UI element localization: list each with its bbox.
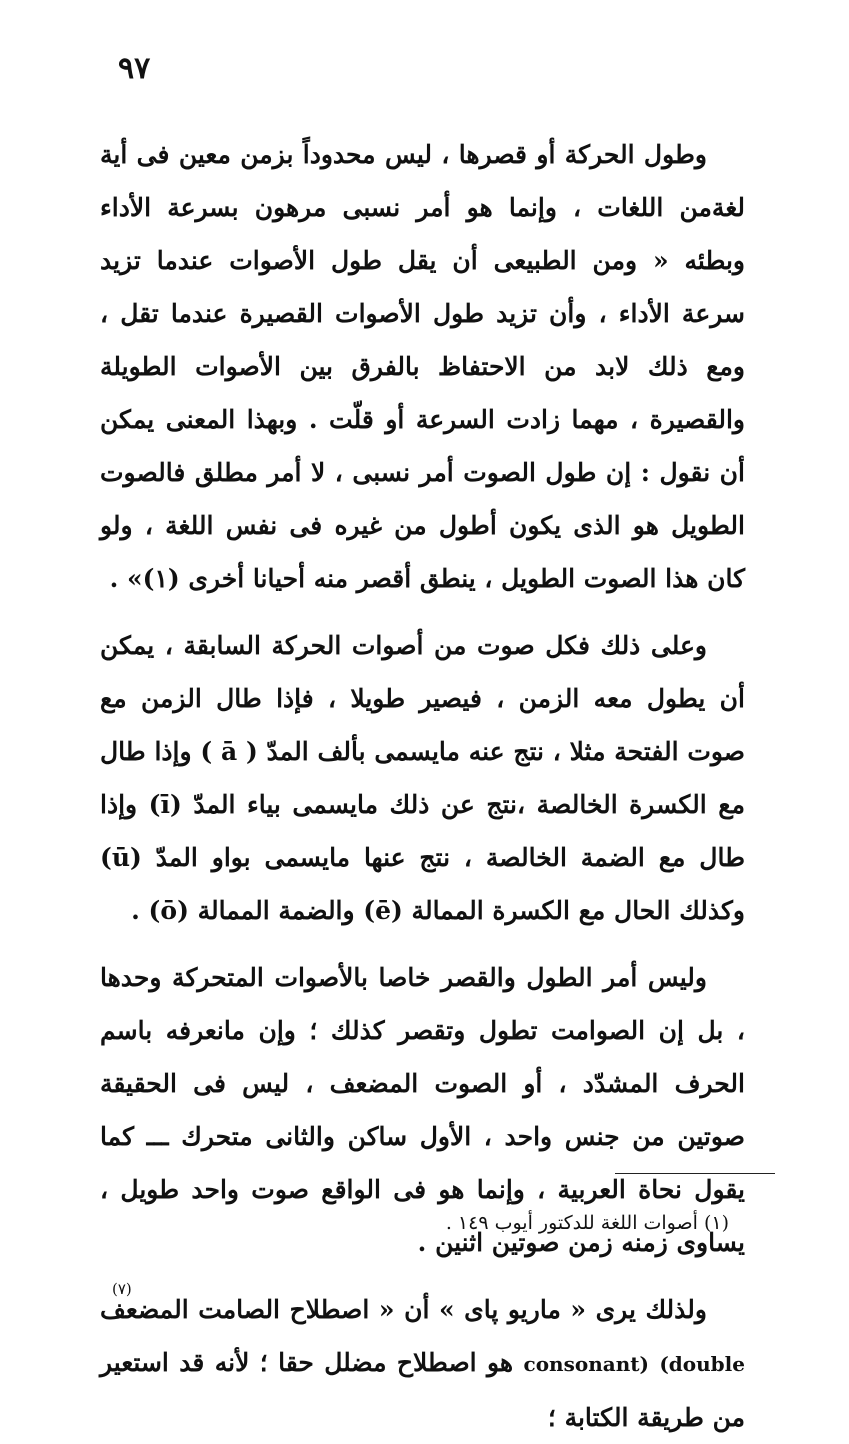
footnote: (١) أصوات اللغة للدكتور أيوب ١٤٩ . [445,1212,729,1234]
latin-term-consonant: consonant) [523,1352,649,1376]
signature-mark: (٧) [112,1280,132,1298]
paragraph-3: وليس أمر الطول والقصر خاصا بالأصوات المتحركة وحدها ، بل إن الصوامت تطول وتقصر كذلك ؛ وإن مانعرفه باسم الحرف المشدّد ، أو الصوت المضعف ، ليس فى الحقيقة صوتين من جنس واحد ، الأول ساكن والثانى متحرك ـــ كما يقول نحاة العربية ، وإنما هو فى الواقع صوت واحد طويل ، يساوى زمنه زمن صوتين اثنين . [100,963,745,1257]
footnote-divider [615,1173,775,1174]
paragraph-4-part-1: ولذلك يرى « ماريو پاى » أن « اصطلاح الصامت المضعف [100,1295,707,1324]
page-number: ٩٧ [118,51,151,86]
latin-term-double: (double [659,1352,745,1376]
paragraph-4 [100,1280,745,1444]
paragraph-2: وعلى ذلك فكل صوت من أصوات الحركة السابقة ، يمكن أن يطول معه الزمن ، فيصير طويلا ، فإذا طال الزمن مع صوت الفتحة مثلا ، نتج عنه مايسمى بألف المدّ ( ā ) وإذا طال مع الكسرة الخالصة ،نتج عن ذلك مايسمى بياء المدّ (ī) وإذا طال مع الضمة الخالصة ، نتج عنها مايسمى بواو المدّ (ū) وكذلك الحال مع الكسرة الممالة (ē) والضمة الممالة (ō) . [100,631,746,925]
body-text [100,128,745,1444]
paragraph-4-part-2: هو اصطلاح مضلل حقا ؛ لأنه قد استعير من طريقة الكتابة ؛ [100,1348,745,1432]
paragraph-1: وطول الحركة أو قصرها ، ليس محدوداً بزمن معين فى أية لغةمن اللغات ، وإنما هو أمر نسبى مرهون بسرعة الأداء وبطئه « ومن الطبيعى أن يقل طول الأصوات عندما تزيد سرعة الأداء ، وأن تزيد طول الأصوات القصيرة عندما تقل ، ومع ذلك لابد من الاحتفاظ بالفرق بين الأصوات الطويلة والقصيرة ، مهما زادت السرعة أو قلّت . وبهذا المعنى يمكن أن نقول : إن طول الصوت أمر نسبى ، لا أمر مطلق فالصوت الطويل هو الذى يكون أطول من غيره فى نفس اللغة ، ولو كان هذا الصوت الطويل ، ينطق أقصر منه أحيانا أخرى (١)» . [100,140,745,593]
